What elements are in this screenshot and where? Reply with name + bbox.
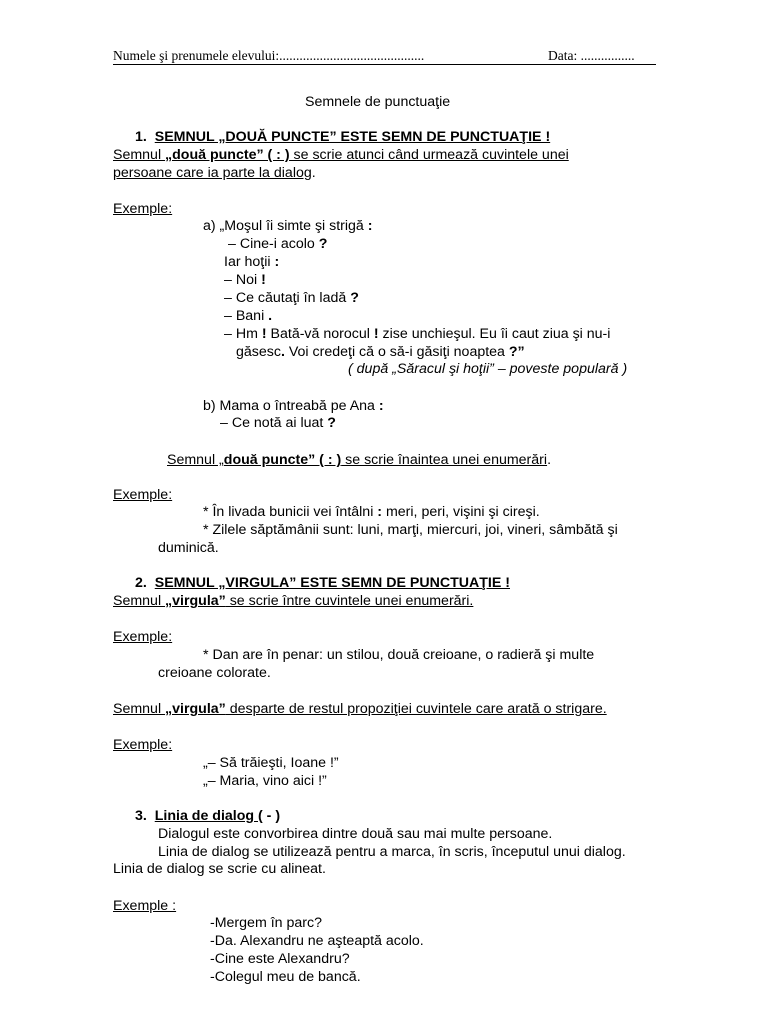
date-label: Data: bbox=[548, 48, 581, 63]
example-a-line-8: găsesc. Voi credeţi că o să-i găsiţi noaptea ?” bbox=[236, 344, 525, 360]
section-2-examples-2-label: Exemple: bbox=[113, 737, 173, 753]
section-3-title: Linia de dialog bbox=[154, 808, 258, 824]
section-2-heading bbox=[135, 575, 510, 592]
example-a-line-6: – Bani . bbox=[224, 308, 273, 324]
dialog-example-line-3: -Cine este Alexandru? bbox=[210, 951, 350, 967]
date-blank: ................ bbox=[580, 48, 635, 63]
dialog-example-line-2: -Da. Alexandru ne aşteaptă acolo. bbox=[210, 933, 424, 949]
student-name-field bbox=[113, 47, 424, 64]
enumeration-example-1: * În livada bunicii vei întâlni : meri, peri, vişini şi cireşi. bbox=[203, 504, 540, 520]
section-3-paragraph-1: Dialogul este convorbirea dintre două sau mai multe persoane. bbox=[158, 826, 553, 842]
section-1-examples-label: Exemple: bbox=[113, 201, 173, 217]
section-1-rule-1-line-1: Semnul „două puncte” ( : ) se scrie atunci când urmează cuvintele unei bbox=[113, 147, 569, 163]
example-a-line-1: a) „Moşul îi simte şi strigă : bbox=[203, 218, 373, 234]
enumeration-example-2-line-2: duminică. bbox=[158, 540, 219, 556]
dialog-example-line-4: -Colegul meu de bancă. bbox=[210, 969, 361, 985]
section-1-rule-1-line-2: persoane care ia parte la dialog. bbox=[113, 165, 316, 181]
example-a-line-5: – Ce căutaţi în ladă ? bbox=[224, 290, 359, 306]
example-b-line-2: – Ce notă ai luat ? bbox=[220, 415, 336, 431]
page-title: Semnele de punctuaţie bbox=[305, 94, 451, 110]
example-a-line-2: – Cine-i acolo ? bbox=[228, 236, 328, 252]
section-2-examples-label: Exemple: bbox=[113, 629, 173, 645]
example-a-line-4: – Noi ! bbox=[224, 272, 266, 288]
section-2-rule-2: Semnul „virgula” desparte de restul propoziţiei cuvintele care arată o strigare. bbox=[113, 701, 607, 717]
dialog-example-line-1: -Mergem în parc? bbox=[210, 915, 322, 931]
section-1-rule-2: Semnul „două puncte” ( : ) se scrie înaintea unei enumerări. bbox=[167, 452, 552, 468]
date-field bbox=[548, 47, 635, 64]
section-2-title: SEMNUL „VIRGULA” ESTE SEMN DE PUNCTUAŢIE ! bbox=[154, 575, 510, 591]
section-3-paragraph-3: Linia de dialog se scrie cu alineat. bbox=[113, 861, 326, 877]
header-rule bbox=[113, 64, 656, 65]
section-3-number: 3. bbox=[135, 808, 147, 824]
section-3-examples-label: Exemple : bbox=[113, 898, 177, 914]
section-1-examples-2-label: Exemple: bbox=[113, 487, 173, 503]
comma-example-line-2: creioane colorate. bbox=[158, 665, 271, 681]
section-3-heading bbox=[135, 808, 280, 825]
example-a-source: ( după „Săracul şi hoţii” – poveste populară ) bbox=[348, 361, 628, 377]
enumeration-example-2-line-1: * Zilele săptămânii sunt: luni, marţi, miercuri, joi, vineri, sâmbătă şi bbox=[203, 522, 618, 538]
example-b-line-1: b) Mama o întreabă pe Ana : bbox=[203, 398, 384, 414]
section-1-heading bbox=[135, 129, 550, 146]
section-3-symbol: ( - ) bbox=[258, 808, 281, 824]
section-1-title: SEMNUL „DOUĂ PUNCTE” ESTE SEMN DE PUNCTUAŢIE ! bbox=[154, 129, 551, 145]
section-3-paragraph-2: Linia de dialog se utilizează pentru a marca, în scris, începutul unui dialog. bbox=[158, 844, 626, 860]
example-a-line-7: – Hm ! Bată-vă norocul ! zise unchieşul. Eu îi caut ziua şi nu-i bbox=[224, 326, 611, 342]
example-a-line-3: Iar hoţii : bbox=[224, 254, 280, 270]
vocative-example-2: „– Maria, vino aici !” bbox=[203, 773, 327, 789]
section-2-rule-1: Semnul „virgula” se scrie între cuvintele unei enumerări. bbox=[113, 593, 474, 609]
section-1-number: 1. bbox=[135, 129, 147, 145]
student-name-label: Numele şi prenumele elevului: bbox=[113, 48, 280, 63]
vocative-example-1: „– Să trăieşti, Ioane !” bbox=[203, 755, 339, 771]
section-2-number: 2. bbox=[135, 575, 147, 591]
student-name-blank: ........................................... bbox=[279, 48, 425, 63]
comma-example-line-1: * Dan are în penar: un stilou, două creioane, o radieră şi multe bbox=[203, 647, 595, 663]
